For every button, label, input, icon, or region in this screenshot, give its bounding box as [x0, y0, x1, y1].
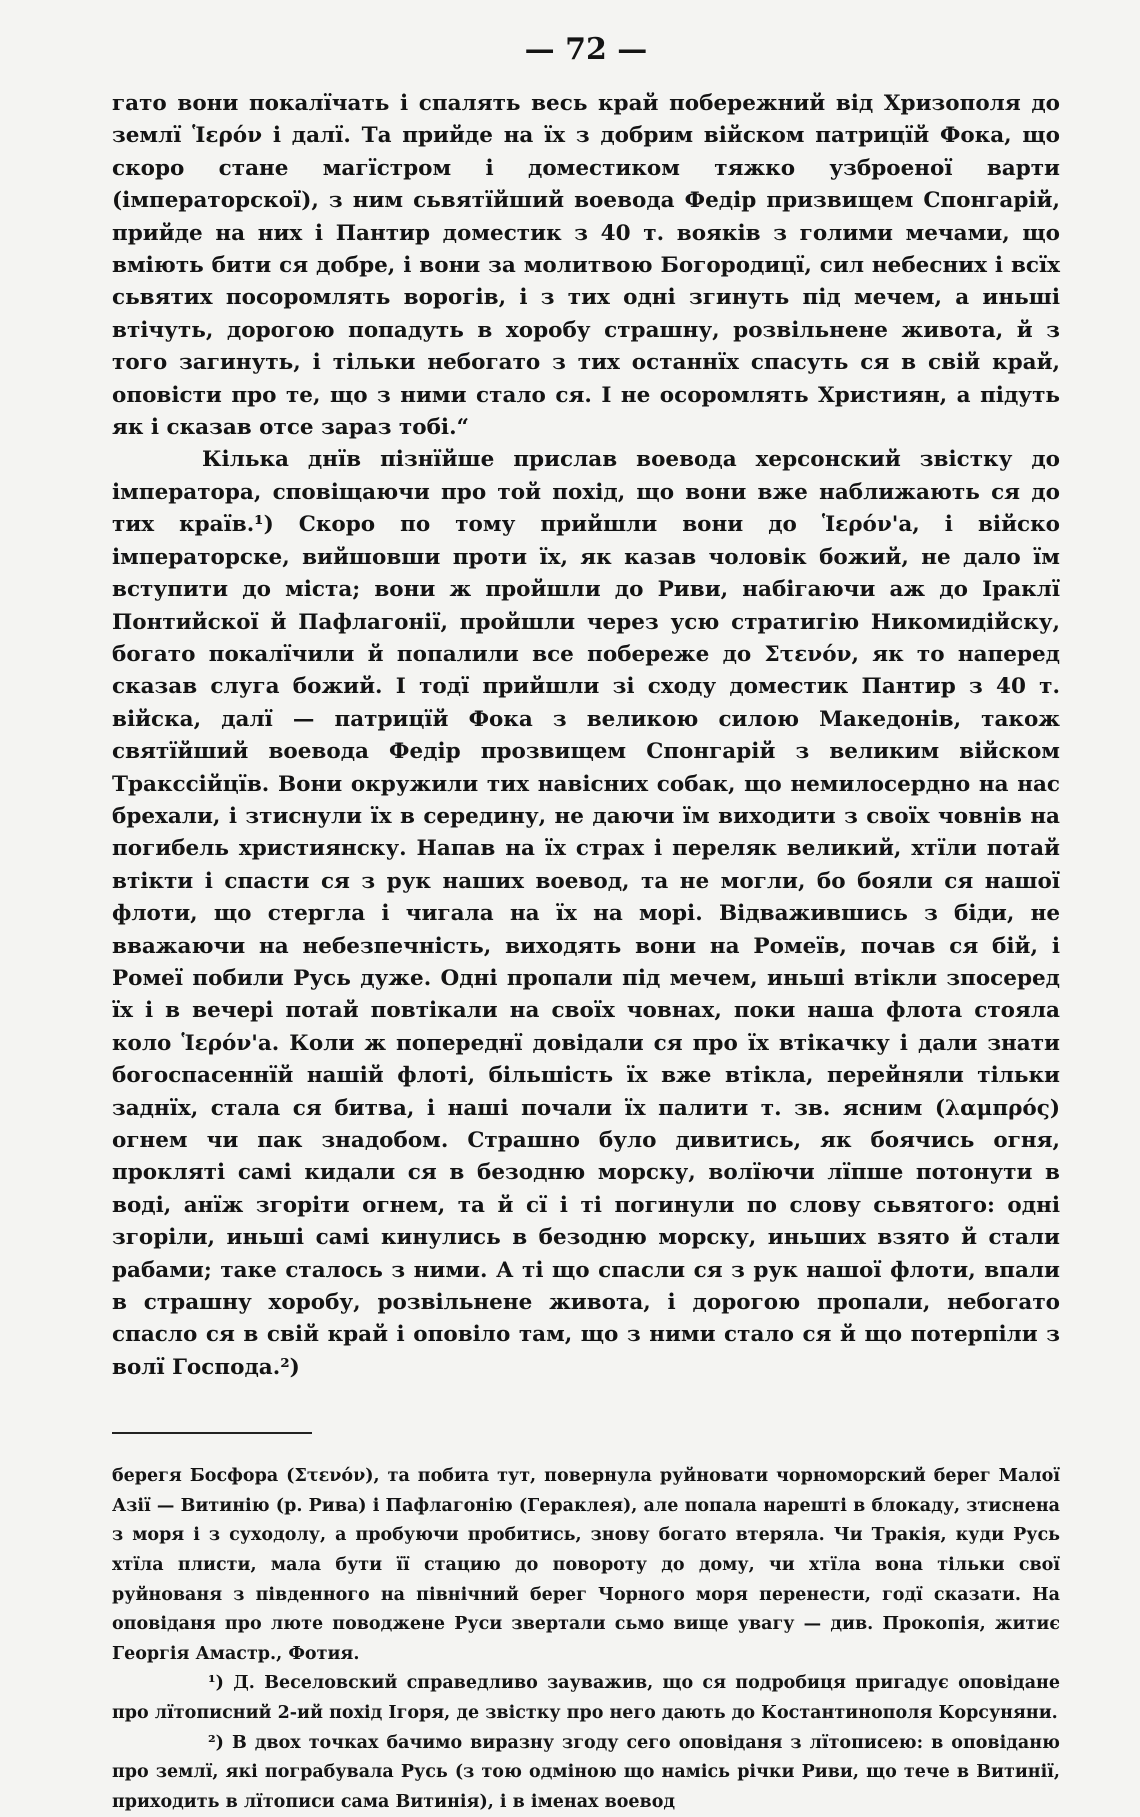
paragraph-2: Кілька днїв пізнїйше прислав воевода херсонский звістку до імператора, сповіщаючи про той похід, що вони вже наближають ся до тих країв.¹) Скоро по тому прийшли вони до Ἱερόν'а, і війско імператорске, вийшовши проти їх, як казав чоловік божий, не дало їм вступити до міста; вони ж пройшли до Риви, набігаючи аж до Іраклї Понтийскої й Пафлагонії, пройшли через усю стратигію Никомидійску, богато покалїчили й попалили все побереже до Στενόν, як то наперед сказав слуга божий. І тодї прийшли зі сходу доместик Пантир з 40 т. війска, далї — патрицїй Фока з великою силою Македонів, також святїйший воевода Федір прозвищем Спонгарій з великим війском Тракссійцїв. Вони окружили тих навісних собак, що немилосердно на нас брехали, і зтиснули їх в середину, не даючи їм виходити з своїх човнів на погибель християнску. Напав на їх страх і переляк великий, хтїли потай втікти і спасти ся з рук наших воевод, та не могли, бо бояли ся нашої флоти, що стергла і чигала на їх на морі. Відважившись з біди, не вважаючи на небезпечність, виходять вони на Ромеїв, почав ся бій, і Ромеї побили Русь дуже. Одні пропали під мечем, иньші втікли зпосеред їх і в вечері потай повтікали на своїх човнах, поки наша флота стояла коло Ἱερόν'а. Коли ж попереднї довідали ся про їх втікачку і дали знати богоспасеннїй нашій флоті, більшість їх вже втікла, перейняли тільки заднїх, стала ся битва, і наші почали їх палити т. зв. ясним (λαμπρός) огнем чи пак знадобом. Страшно було дивитись, як боячись огня, прокляті самі кидали ся в безодню морску, волїючи лїпше потонути в воді, анїж згоріти огнем, та й сї і ті погинули по слову сьвятого: одні згоріли, иньші самі кинулись в безодню морску, иньших взято й стали рабами; таке сталось з ними. А ті що спасли ся з рук нашої флоти, впали в страшну хоробу, розвільнене живота, і дорогою пропали, небогато спасло ся в свій край і оповіло там, що з ними стало ся й що потерпіли з волї Господа.²)	[112, 447, 1060, 1380]
paragraph-1: гато вони покалїчать і спалять весь край побережний від Хризополя до землї Ἱερόν і далї. Та прийде на їх з добрим війском патрицїй Фока, що скоро стане магїстром і доместиком тяжко узброеної варти (імператорскої), з ним сьвятїйший воевода Федір призвищем Спонгарій, прийде на них і Пантир доместик з 40 т. вояків з голими мечами, що вміють бити ся добре, і вони за молитвою Богородицї, сил небесних і всїх сьвятих посоромлять ворогів, і з тих одні згинуть під мечем, а иньші втічуть, дорогою попадуть в хоробу страшну, розвільнене живота, й з того загинуть, і тільки небогато з тих останнїх спасуть ся в свій край, оповісти про те, що з ними стало ся. І не осоромлять Християн, а підуть як і сказав отсе зараз тобі.“	[112, 91, 1060, 441]
footnote-1: ¹) Д. Веселовский справедливо зауважив, що ся подробиця пригадує оповідане про лїтописний 2-ий похід Ігоря, де звістку про него дають до Костантинополя Корсуняни.	[112, 1673, 1060, 1723]
footnote-2: ²) В двох точках бачимо виразну згоду сего оповіданя з лїтописею: в оповіданю про землї, які пограбувала Русь (з тою одміною що намісь річки Риви, що тече в Витинії, приходить в лїтописи сама Витинія), і в іменах воевод	[112, 1732, 1060, 1812]
main-text	[112, 88, 1060, 1384]
footnote-divider	[112, 1432, 312, 1434]
footnotes	[112, 1462, 1060, 1817]
footnote-continuation: берегя Босфора (Στενόν), та побита тут, повернула руйновати чорноморский берег Малої Азії — Витинію (р. Рива) і Пафлагонію (Гераклея), але попала нарешті в блокаду, зтиснена з моря і з суходолу, а пробуючи пробитись, знову богато втеряла. Чи Тракія, куди Русь хтїла плисти, мала бути її стацию до повороту до дому, чи хтїла вона тільки свої руйнованя з південного на північний берег Чорного моря перенести, годї сказати. На оповіданя про люте поводжене Руси звертали сьмо вище увагу — див. Прокопія, житиє Георгія Амастр., Фотия.	[112, 1466, 1060, 1664]
page-number: — 72 —	[524, 32, 648, 67]
